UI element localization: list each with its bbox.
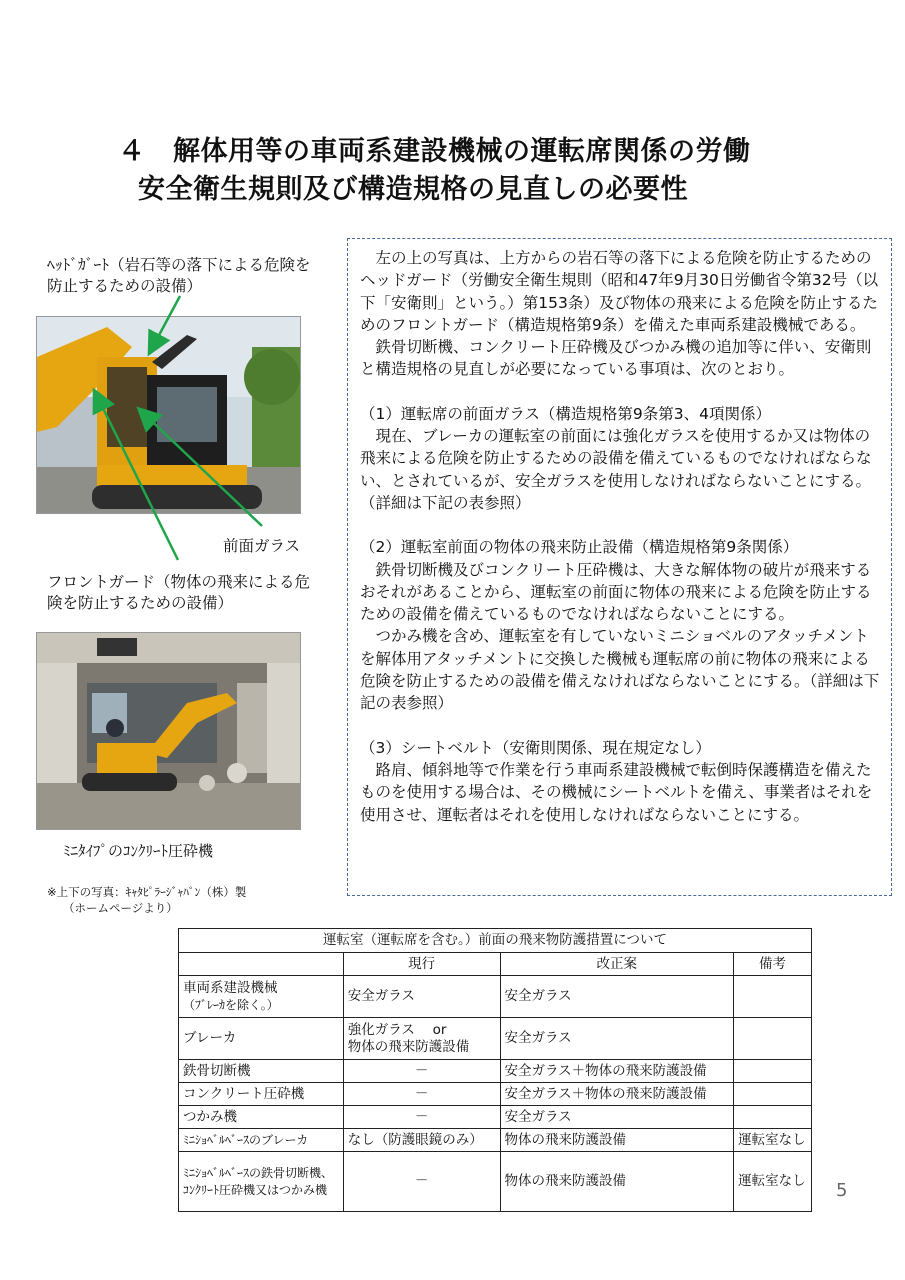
row-machine: ブレーカ: [179, 1018, 344, 1060]
row-current-sub: 物体の飛来防護設備: [347, 1038, 470, 1055]
row-remarks: [734, 1060, 812, 1083]
row-machine-sub: （ﾌﾞﾚｰｶを除く。）: [183, 997, 279, 1012]
row-proposal: 安全ガラス: [500, 1106, 734, 1129]
row-machine: 車両系建設機械: [183, 979, 278, 996]
table-row: [179, 1083, 812, 1106]
section-2-heading: （2）運転室前面の物体の飛来防止設備（構造規格第9条関係）: [360, 538, 799, 557]
row-proposal: 安全ガラス: [500, 976, 734, 1018]
row-current: 安全ガラス: [343, 976, 500, 1018]
section-3-body: 路肩、傾斜地等で作業を行う車両系建設機械で転倒時保護構造を備えたものを使用する場合は、その機械にシートベルトを備え、事業者はそれを使用させ、運転者はそれを使用しなければならないことにする。: [360, 760, 873, 824]
table-header-row: [179, 953, 812, 976]
mini-crusher-photo: [36, 632, 301, 830]
section-2-body-2: つかみ機を含め、運転室を有していないミニショベルのアタッチメントを解体用アタッチメントに交換した機械も運転席の前に物体の飛来による危険を防止するための設備を備えなければならないことにする。（詳細は下記の表参照）: [360, 627, 880, 713]
row-current: なし（防護眼鏡のみ）: [343, 1129, 500, 1152]
row-current: 強化ガラス or: [347, 1021, 447, 1038]
row-current: －: [343, 1106, 500, 1129]
front-guard-label: フロントガード（物体の飛来による危険を防止するための設備）: [47, 573, 311, 612]
row-remarks: [734, 1083, 812, 1106]
head-guard-label: ﾍｯﾄﾞｶﾞｰﾄ（岩石等の落下による危険を防止するための設備）: [47, 256, 311, 295]
protection-table: [178, 928, 816, 1212]
header-remarks: 備考: [734, 953, 812, 976]
row-current: －: [343, 1083, 500, 1106]
page-title: [118, 133, 838, 209]
front-glass-label: 前面ガラス: [223, 537, 301, 555]
section-3-heading: （3）シートベルト（安衛則関係、現在規定なし）: [360, 738, 711, 757]
table-row: [179, 1129, 812, 1152]
row-machine: ﾐﾆｼｮﾍﾞﾙﾍﾞｰｽの鉄骨切断機、ｺﾝｸﾘｰﾄ圧砕機又はつかみ機: [179, 1152, 344, 1212]
row-current: －: [343, 1152, 500, 1212]
intro-paragraph-2: 鉄骨切断機、コンクリート圧砕機及びつかみ機の追加等に伴い、安衛則と構造規格の見直しが必要になっている事項は、次のとおり。: [360, 338, 872, 379]
table-row: [179, 1106, 812, 1129]
row-machine: 鉄骨切断機: [179, 1060, 344, 1083]
table-row: [179, 1018, 812, 1060]
header-proposal: 改正案: [500, 953, 734, 976]
header-current: 現行: [343, 953, 500, 976]
header-machine: [179, 953, 344, 976]
row-proposal: 安全ガラス＋物体の飛来防護設備: [500, 1083, 734, 1106]
table-caption: 運転室（運転席を含む。）前面の飛来物防護措置について: [179, 929, 812, 953]
section-1-heading: （1）運転席の前面ガラス（構造規格第9条第3、4項関係）: [360, 404, 771, 423]
row-proposal: 安全ガラス＋物体の飛来防護設備: [500, 1060, 734, 1083]
excavator-photo: [36, 316, 301, 514]
note-line-2: （ホームページより）: [63, 901, 178, 915]
section-2-body-1: 鉄骨切断機及びコンクリート圧砕機は、大きな解体物の破片が飛来するおそれがあることから、運転室の前面に物体の飛来による危険を防止するための設備を備えているものでなければならないことにする。: [360, 560, 872, 624]
row-machine: コンクリート圧砕機: [179, 1083, 344, 1106]
note-line-1: ※上下の写真：ｷｬﾀﾋﾟﾗｰｼﾞｬﾊﾟﾝ（株）製: [47, 885, 247, 899]
table-row: [179, 976, 812, 1018]
photo-credit-note: [47, 884, 246, 916]
row-proposal: 物体の飛来防護設備: [500, 1152, 734, 1212]
intro-paragraph-1: 左の上の写真は、上方からの岩石等の落下による危険を防止するためのヘッドガード（労働安全衛生規則（昭和47年9月30日労働省令第32号（以下「安衛則」という。）第153条）及び物体の飛来による危険を防止するためのフロントガード（構造規格第9条）を備えた車両系建設機械である。: [360, 249, 879, 334]
table-row: [179, 1152, 812, 1212]
title-line-2: 安全衛生規則及び構造規格の見直しの必要性: [138, 174, 688, 205]
section-1-body: 現在、ブレーカの運転室の前面には強化ガラスを使用するか又は物体の飛来による危険を防止するための設備を備えているものでなければならない、とされているが、安全ガラスを使用しなければならないことにする。（詳細は下記の表参照）: [360, 427, 872, 512]
row-remarks: [734, 976, 812, 1018]
row-proposal: 物体の飛来防護設備: [500, 1129, 734, 1152]
mini-type-label: ﾐﾆﾀｲﾌﾟのｺﾝｸﾘｰﾄ圧砕機: [63, 842, 214, 860]
row-remarks: 運転室なし: [734, 1152, 812, 1212]
title-line-1: ４ 解体用等の車両系建設機械の運転席関係の労働: [118, 136, 751, 167]
row-remarks: [734, 1106, 812, 1129]
row-machine: つかみ機: [179, 1106, 344, 1129]
row-proposal: 安全ガラス: [500, 1018, 734, 1060]
row-remarks: [734, 1018, 812, 1060]
page-number: 5: [836, 1180, 848, 1201]
row-remarks: 運転室なし: [734, 1129, 812, 1152]
explanation-box: [347, 238, 892, 896]
row-machine: ﾐﾆｼｮﾍﾞﾙﾍﾞｰｽのブレーカ: [179, 1129, 344, 1152]
table-row: [179, 1060, 812, 1083]
row-current: －: [343, 1060, 500, 1083]
